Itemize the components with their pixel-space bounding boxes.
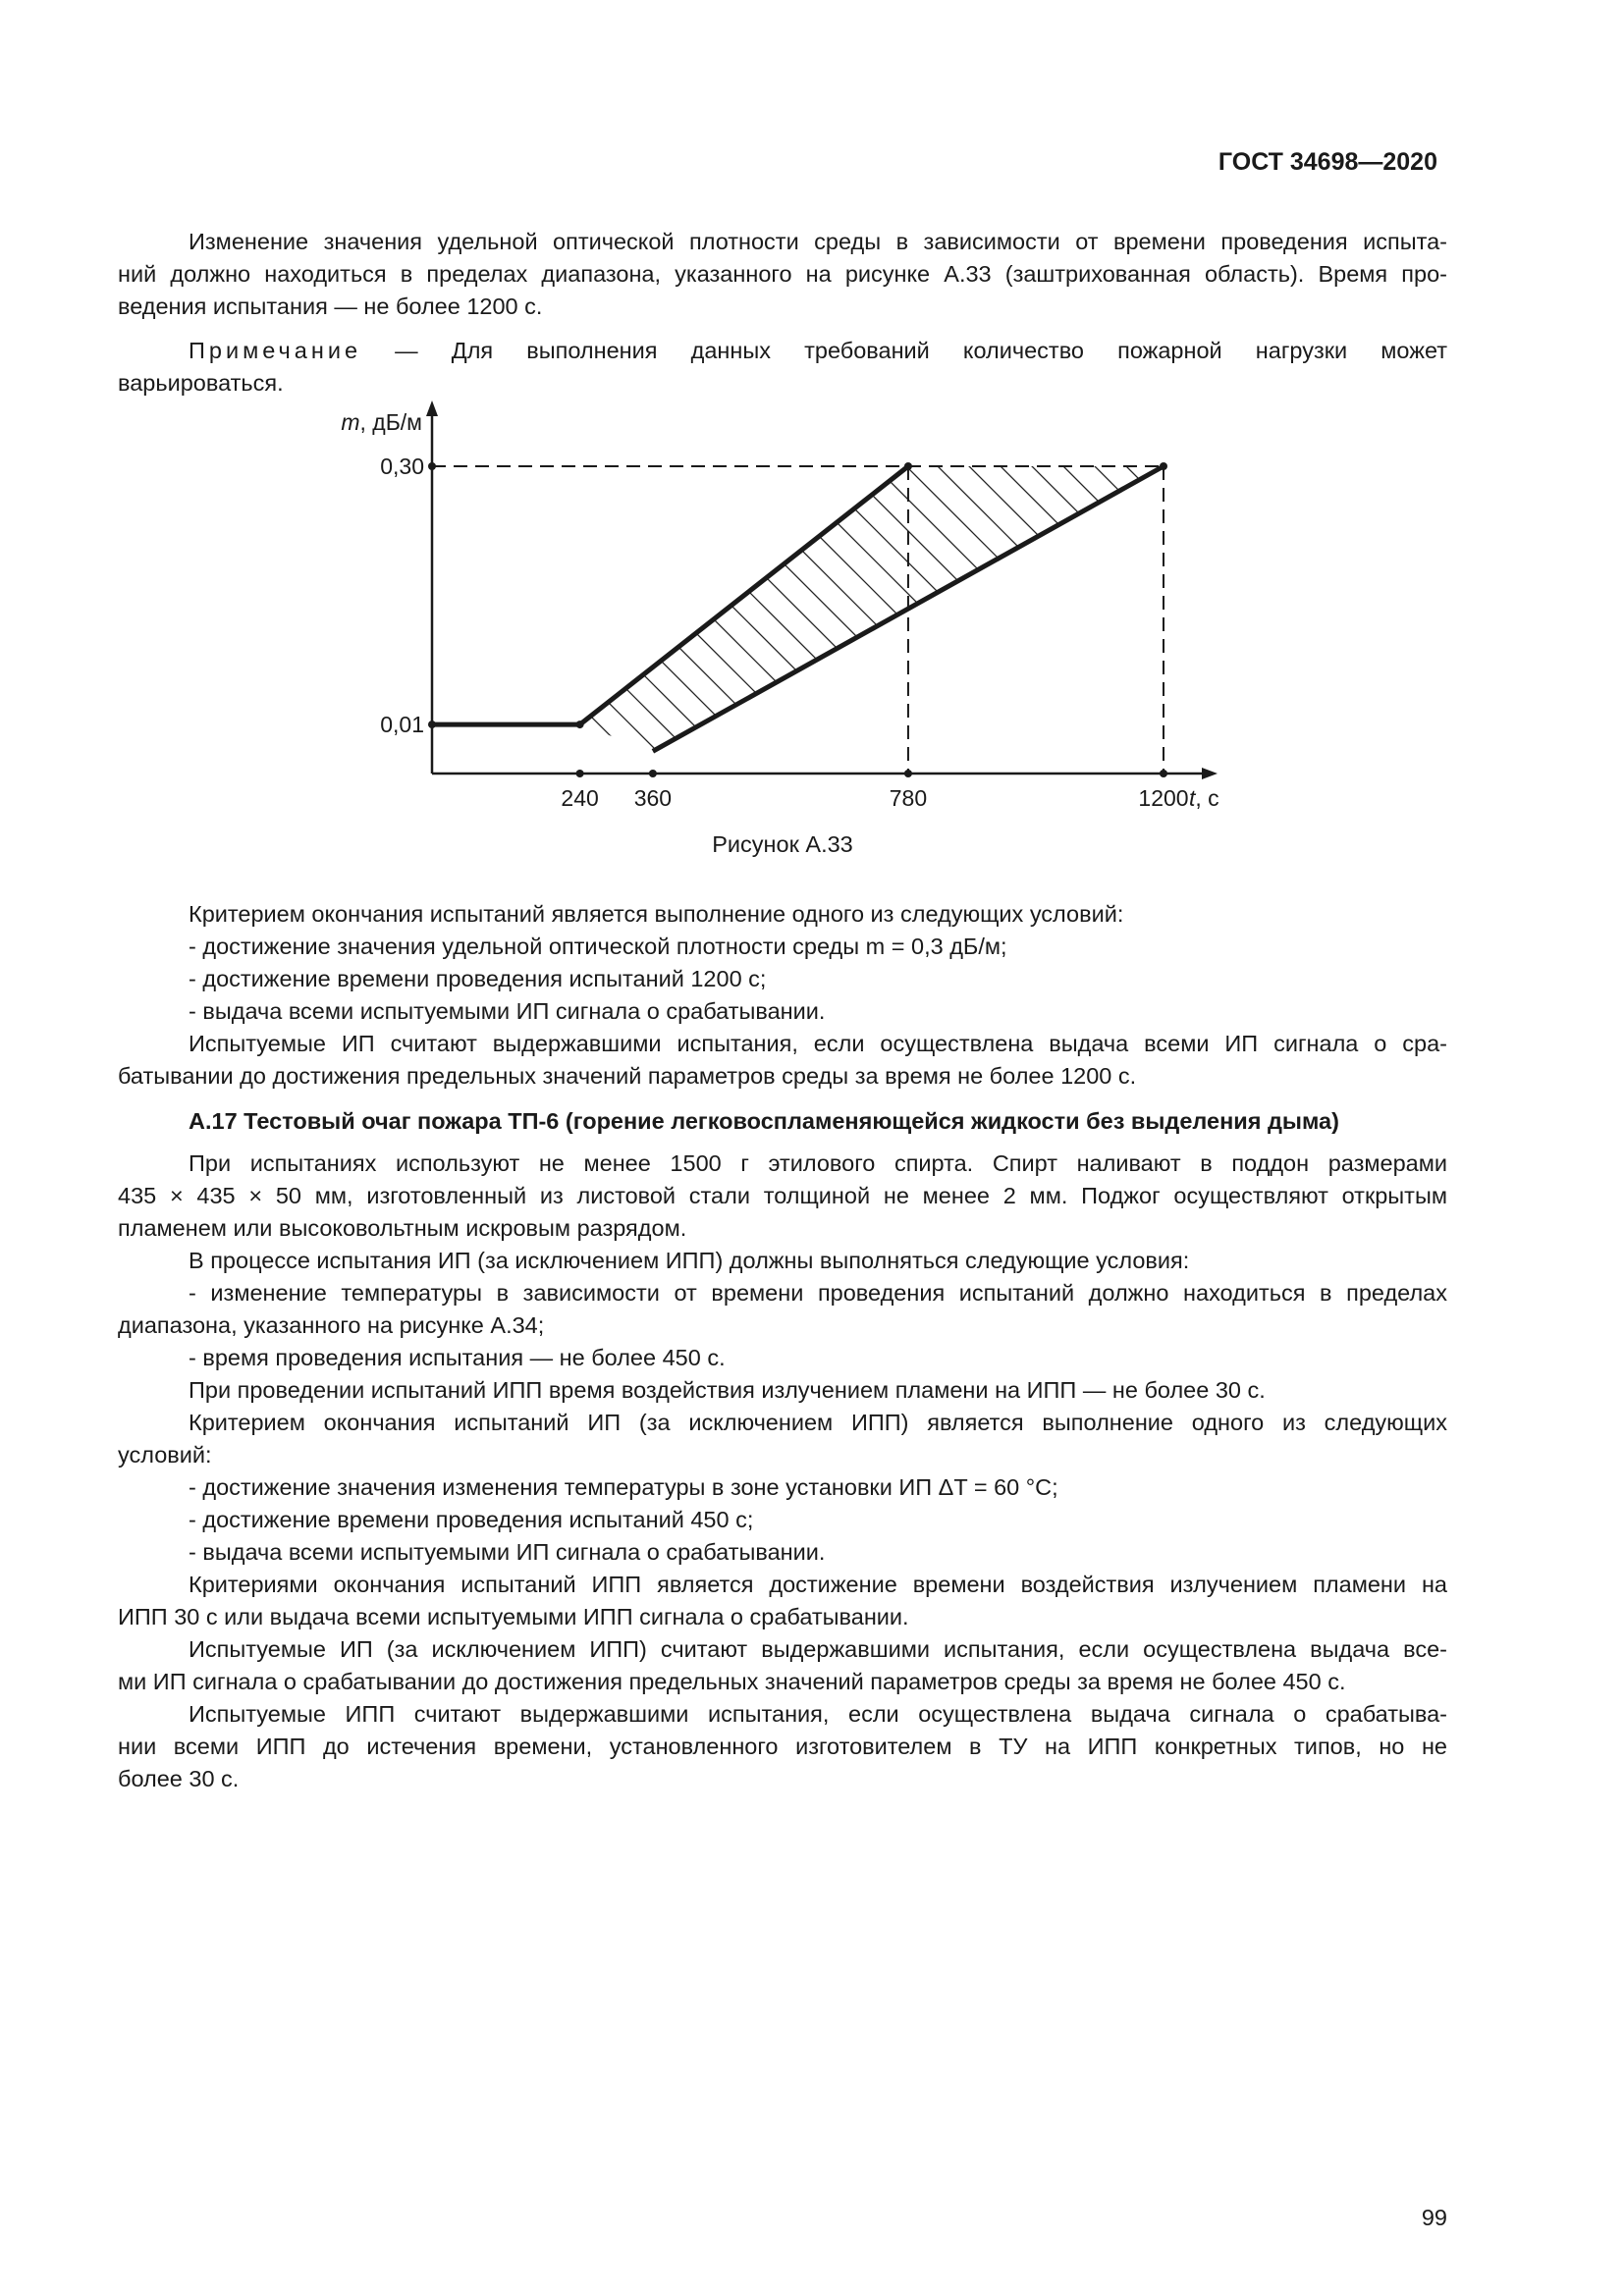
hatch-line xyxy=(456,393,888,825)
x-tick-mark xyxy=(1160,770,1167,777)
x-tick-label: 360 xyxy=(633,785,673,811)
hatch-line xyxy=(1021,393,1276,825)
hatch-line xyxy=(707,393,1139,825)
hatch-line xyxy=(864,393,1276,825)
x-tick-mark xyxy=(576,770,584,777)
page-number: 99 xyxy=(1421,2205,1447,2230)
paragraph-line: 435 × 435 × 50 мм, изготовленный из листовой стали толщиной не менее 2 мм. Поджог осуществляют открытым xyxy=(118,1183,1447,1208)
list-item: - изменение температуры в зависимости от времени проведения испытаний должно находиться в пределах xyxy=(189,1280,1447,1306)
hatch-line xyxy=(1241,393,1276,825)
list-item: - выдача всеми испытуемыми ИП сигнала о срабатывании. xyxy=(189,1539,826,1565)
x-tick-label: 780 xyxy=(889,785,928,811)
paragraph-line: ний должно находиться в пределах диапазона, указанного на рисунке А.33 (заштрихованная область). Время про- xyxy=(118,261,1447,287)
paragraph-line: пламенем или высоковольтным искровым разрядом. xyxy=(118,1215,687,1241)
paragraph-line: ИПП 30 с или выдача всеми испытуемыми ИПП сигнала о срабатывании. xyxy=(118,1604,909,1629)
hatch-line xyxy=(644,393,1076,825)
hatch-line xyxy=(314,393,636,825)
list-item: - достижение времени проведения испытаний 450 с; xyxy=(189,1507,754,1532)
note-label: Примечание xyxy=(189,338,362,363)
hatch-line xyxy=(676,393,1108,825)
note-line: варьироваться. xyxy=(118,370,284,396)
hatch-line xyxy=(314,393,605,825)
x-tick-label: 240 xyxy=(561,785,599,811)
hatch-line xyxy=(801,393,1233,825)
paragraph-line: батывании до достижения предельных значений параметров среды за время не более 1200 с. xyxy=(118,1063,1137,1089)
point-1200-top xyxy=(1160,462,1167,470)
hatch-line xyxy=(1210,393,1276,825)
x-tick-mark xyxy=(904,770,912,777)
note-line xyxy=(118,335,1447,368)
point-780-top xyxy=(904,462,912,470)
section-heading: А.17 Тестовый очаг пожара ТП-6 (горение легковоспламеняющейся жидкости без выделения дыма) xyxy=(189,1108,1339,1134)
hatch-line xyxy=(314,393,353,825)
list-item: - достижение времени проведения испытаний 1200 с; xyxy=(189,966,767,991)
hatch-line xyxy=(1272,393,1276,825)
hatch-line xyxy=(518,393,950,825)
paragraph-line: более 30 с. xyxy=(118,1766,240,1791)
list-item: диапазона, указанного на рисунке А.34; xyxy=(118,1312,545,1338)
hatch-line xyxy=(314,393,542,825)
paragraph-line: Критериями окончания испытаний ИПП является достижение времени воздействия излучением пламени на xyxy=(189,1572,1447,1597)
figure-caption: Рисунок А.33 xyxy=(712,831,853,857)
paragraph-line: ми ИП сигнала о срабатывании до достижения предельных значений параметров среды за время не более 450 с. xyxy=(118,1669,1346,1694)
hatch-line xyxy=(613,393,1045,825)
hatch-line xyxy=(1084,393,1276,825)
paragraph-line: Испытуемые ИП (за исключением ИПП) считают выдержавшими испытания, если осуществлена выдача все- xyxy=(189,1636,1447,1662)
x-tick-label: 1200 xyxy=(1138,785,1189,811)
point-240 xyxy=(576,721,584,728)
hatch-line xyxy=(424,393,856,825)
hatch-line xyxy=(927,393,1276,825)
paragraph-line: Критерием окончания испытаний ИП (за исключением ИПП) является выполнение одного из следующих xyxy=(189,1410,1447,1435)
hatch-line xyxy=(314,393,699,825)
hatch-line xyxy=(550,393,982,825)
x-axis-title: t, с xyxy=(1189,785,1219,811)
hatch-line xyxy=(1178,393,1276,825)
series-upper-bound xyxy=(434,466,908,724)
paragraph-line: нии всеми ИПП до истечения времени, установленного изготовителем в ТУ на ИПП конкретных типов, но не xyxy=(118,1734,1447,1759)
hatch-line xyxy=(1115,393,1276,825)
x-tick-mark xyxy=(649,770,657,777)
list-item-text: - достижение значения удельной оптической плотности среды m = 0,3 дБ/м; xyxy=(189,934,1007,959)
paragraph-line: Испытуемые ИПП считают выдержавшими испытания, если осуществлена выдача сигнала о срабатыва- xyxy=(189,1701,1447,1727)
hatch-line xyxy=(581,393,1013,825)
list-item xyxy=(118,931,1447,964)
hatch-line xyxy=(895,393,1276,825)
paragraph-line: Критерием окончания испытаний является выполнение одного из следующих условий: xyxy=(189,901,1124,927)
figure-a33-chart xyxy=(314,393,1276,825)
document-header: ГОСТ 34698—2020 xyxy=(1218,148,1437,176)
y-tick-label: 0,30 xyxy=(380,454,424,479)
y-axis-title: m, дБ/м xyxy=(341,409,422,435)
point-y-001 xyxy=(428,721,436,728)
paragraph-line: При испытаниях используют не менее 1500 г этилового спирта. Спирт наливают в поддон размерами xyxy=(189,1150,1447,1176)
list-item: - выдача всеми испытуемыми ИП сигнала о срабатывании. xyxy=(189,998,826,1024)
hatch-line xyxy=(958,393,1276,825)
hatch-line xyxy=(487,393,919,825)
list-item: - время проведения испытания — не более 450 с. xyxy=(189,1345,726,1370)
hatch-line xyxy=(314,393,668,825)
list-item: - достижение значения изменения температуры в зоне установки ИП ΔT = 60 °С; xyxy=(189,1474,1058,1500)
hatch-line xyxy=(314,393,731,825)
hatch-line xyxy=(833,393,1265,825)
paragraph-line: ведения испытания — не более 1200 с. xyxy=(118,294,543,319)
paragraph-line: В процессе испытания ИП (за исключением ИПП) должны выполняться следующие условия: xyxy=(189,1248,1190,1273)
note-text: — Для выполнения данных требований количество пожарной нагрузки может xyxy=(395,338,1447,363)
paragraph-line: При проведении испытаний ИПП время воздействия излучением пламени на ИПП — не более 30 с. xyxy=(189,1377,1266,1403)
paragraph-line: Изменение значения удельной оптической плотности среды в зависимости от времени проведения испыта- xyxy=(189,229,1447,254)
hatch-line xyxy=(314,393,385,825)
hatch-line xyxy=(1147,393,1276,825)
x-axis-arrow xyxy=(1202,768,1218,779)
y-axis-arrow xyxy=(426,400,438,416)
hatch-line xyxy=(314,393,573,825)
paragraph-line: условий: xyxy=(118,1442,212,1468)
point-y-030 xyxy=(428,462,436,470)
hatch-line xyxy=(738,393,1170,825)
hatch-line xyxy=(990,393,1276,825)
hatch-line xyxy=(393,393,825,825)
paragraph-line: Испытуемые ИП считают выдержавшими испытания, если осуществлена выдача всеми ИП сигнала о сра- xyxy=(189,1031,1447,1056)
hatch-line xyxy=(770,393,1202,825)
y-tick-label: 0,01 xyxy=(380,712,424,738)
